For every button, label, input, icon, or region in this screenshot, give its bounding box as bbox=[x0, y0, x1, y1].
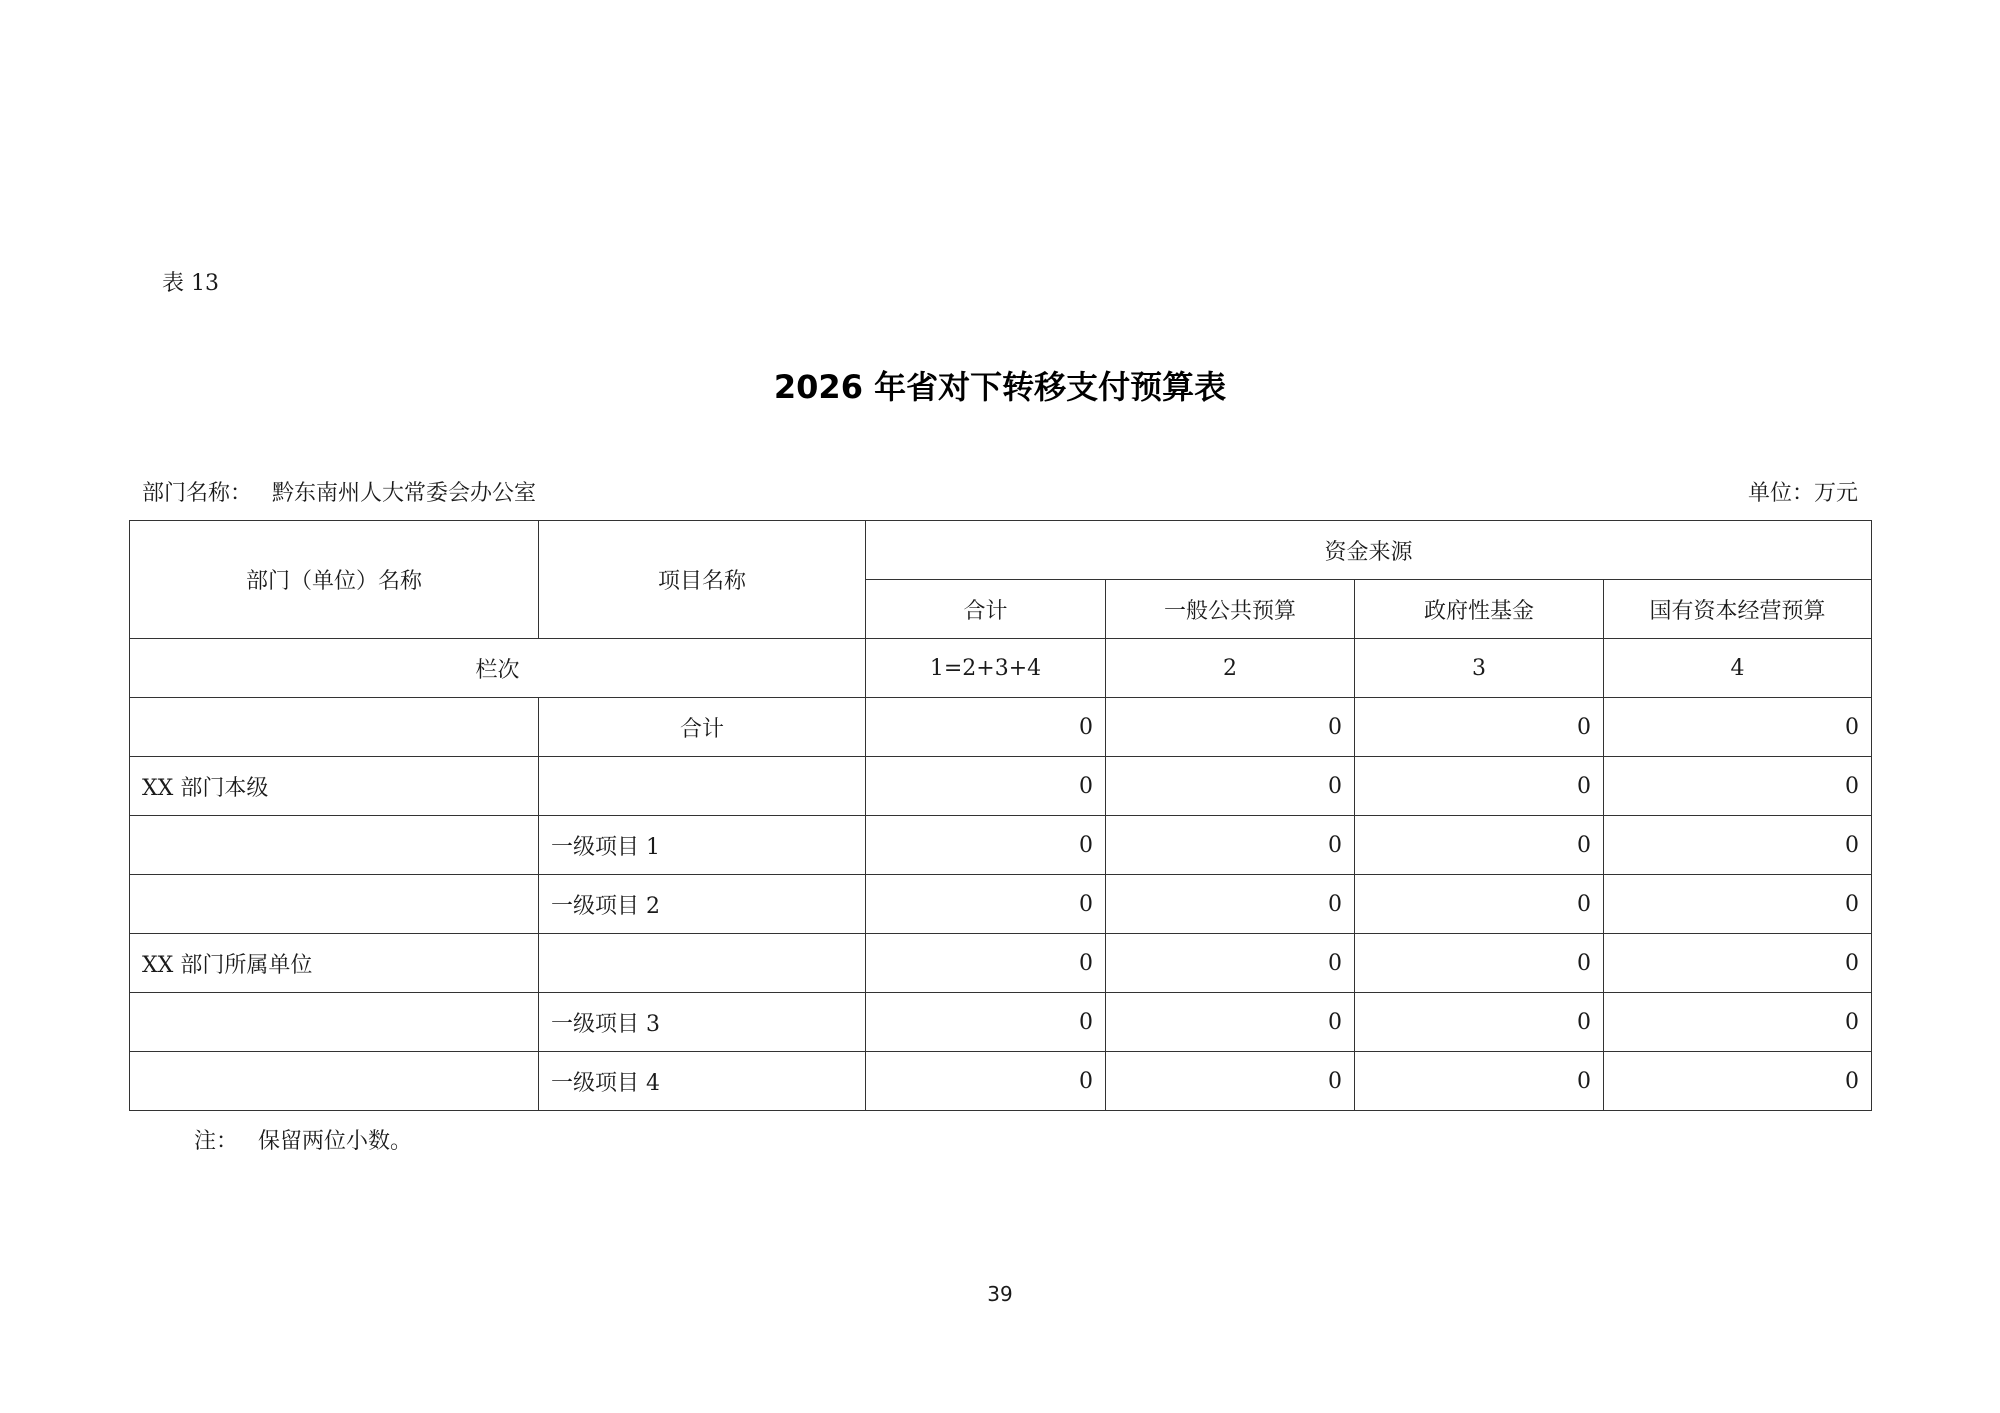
row-capital: 0 bbox=[1604, 698, 1872, 757]
row-general: 0 bbox=[1106, 698, 1355, 757]
page-title: 2026 年省对下转移支付预算表 bbox=[773, 368, 1227, 406]
budget-table bbox=[129, 520, 1872, 1111]
column-index-row bbox=[130, 639, 1872, 698]
table-label: 表 13 bbox=[162, 271, 219, 296]
row-dept bbox=[130, 698, 539, 757]
row-project bbox=[539, 757, 866, 816]
table-row bbox=[130, 816, 1872, 875]
row-project: 一级项目 4 bbox=[539, 1052, 866, 1111]
row-general: 0 bbox=[1106, 1052, 1355, 1111]
row-project bbox=[539, 934, 866, 993]
table-row bbox=[130, 757, 1872, 816]
row-capital: 0 bbox=[1604, 1052, 1872, 1111]
row-capital: 0 bbox=[1604, 875, 1872, 934]
column-index-general: 2 bbox=[1106, 639, 1355, 698]
department-line bbox=[142, 476, 536, 507]
row-general: 0 bbox=[1106, 934, 1355, 993]
row-dept bbox=[130, 816, 539, 875]
row-fund: 0 bbox=[1355, 875, 1604, 934]
table-row bbox=[130, 1052, 1872, 1111]
row-general: 0 bbox=[1106, 757, 1355, 816]
row-dept bbox=[130, 1052, 539, 1111]
row-capital: 0 bbox=[1604, 993, 1872, 1052]
header-project-name: 项目名称 bbox=[539, 521, 866, 639]
row-total: 0 bbox=[866, 1052, 1106, 1111]
row-capital: 0 bbox=[1604, 934, 1872, 993]
row-project: 一级项目 1 bbox=[539, 816, 866, 875]
row-project: 合计 bbox=[539, 698, 866, 757]
row-fund: 0 bbox=[1355, 993, 1604, 1052]
row-total: 0 bbox=[866, 934, 1106, 993]
row-total: 0 bbox=[866, 757, 1106, 816]
table-row bbox=[130, 993, 1872, 1052]
row-general: 0 bbox=[1106, 875, 1355, 934]
row-fund: 0 bbox=[1355, 757, 1604, 816]
table-row bbox=[130, 698, 1872, 757]
footnote bbox=[194, 1124, 412, 1155]
row-dept: XX 部门所属单位 bbox=[130, 934, 539, 993]
page-number: 39 bbox=[987, 1282, 1013, 1306]
row-total: 0 bbox=[866, 816, 1106, 875]
column-index-total: 1=2+3+4 bbox=[866, 639, 1106, 698]
table-row bbox=[130, 934, 1872, 993]
header-row-1 bbox=[130, 521, 1872, 580]
department-label: 部门名称： bbox=[142, 481, 253, 506]
header-dept-name: 部门（单位）名称 bbox=[130, 521, 539, 639]
row-total: 0 bbox=[866, 875, 1106, 934]
row-project: 一级项目 2 bbox=[539, 875, 866, 934]
table-row bbox=[130, 875, 1872, 934]
row-general: 0 bbox=[1106, 993, 1355, 1052]
row-capital: 0 bbox=[1604, 757, 1872, 816]
header-total: 合计 bbox=[866, 580, 1106, 639]
row-fund: 0 bbox=[1355, 698, 1604, 757]
note-text: 保留两位小数。 bbox=[258, 1129, 413, 1154]
department-name: 黔东南州人大常委会办公室 bbox=[272, 481, 537, 506]
row-project: 一级项目 3 bbox=[539, 993, 866, 1052]
header-general-budget: 一般公共预算 bbox=[1106, 580, 1355, 639]
row-capital: 0 bbox=[1604, 816, 1872, 875]
header-state-capital: 国有资本经营预算 bbox=[1604, 580, 1872, 639]
unit-label: 单位：万元 bbox=[1747, 481, 1858, 506]
header-fund-source: 资金来源 bbox=[866, 521, 1872, 580]
note-label: 注： bbox=[194, 1129, 239, 1154]
row-general: 0 bbox=[1106, 816, 1355, 875]
column-index-fund: 3 bbox=[1355, 639, 1604, 698]
row-fund: 0 bbox=[1355, 816, 1604, 875]
row-dept: XX 部门本级 bbox=[130, 757, 539, 816]
row-total: 0 bbox=[866, 698, 1106, 757]
row-dept bbox=[130, 993, 539, 1052]
row-dept bbox=[130, 875, 539, 934]
column-index-capital: 4 bbox=[1604, 639, 1872, 698]
header-gov-fund: 政府性基金 bbox=[1355, 580, 1604, 639]
row-total: 0 bbox=[866, 993, 1106, 1052]
row-fund: 0 bbox=[1355, 1052, 1604, 1111]
column-index-label: 栏次 bbox=[130, 639, 866, 698]
row-fund: 0 bbox=[1355, 934, 1604, 993]
